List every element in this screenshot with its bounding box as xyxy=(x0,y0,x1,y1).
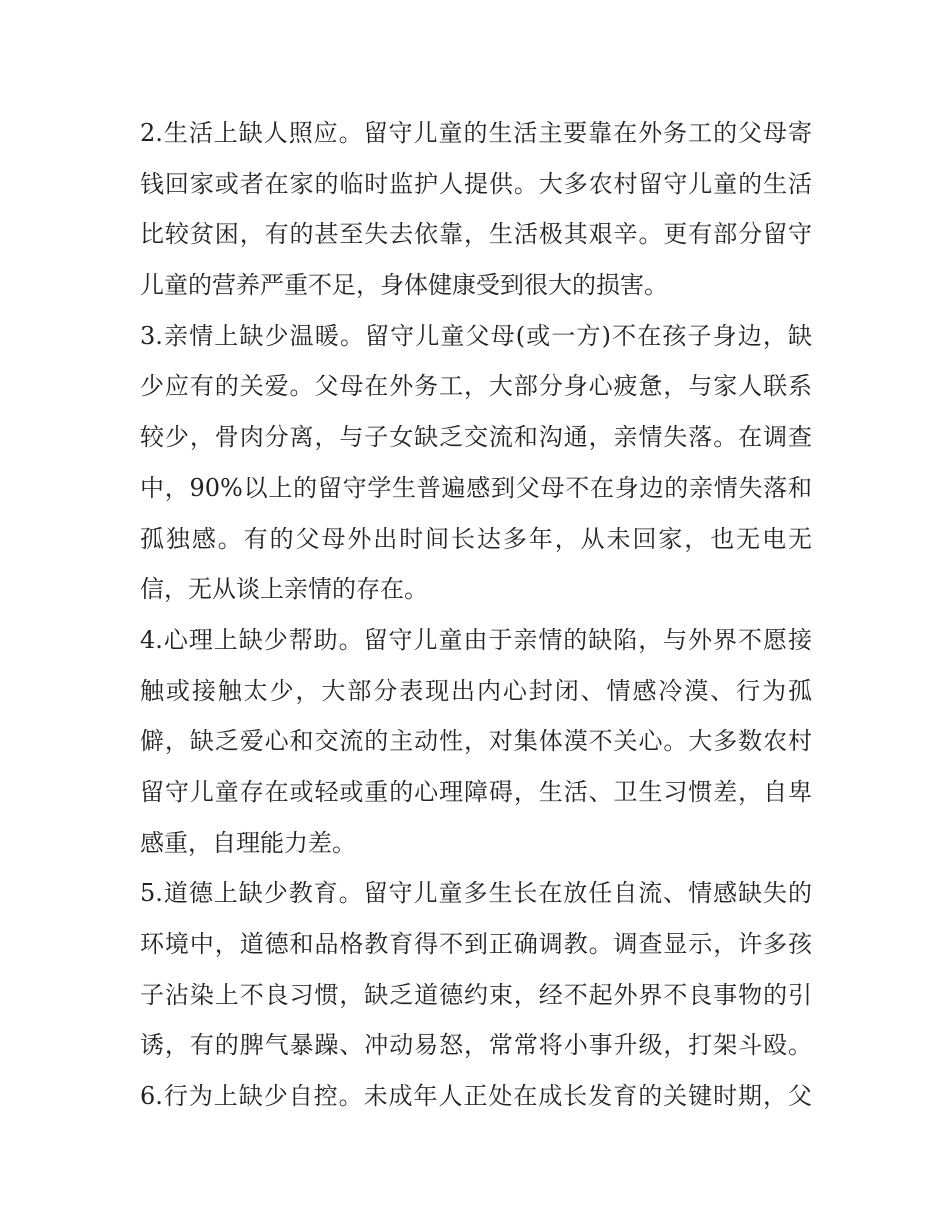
text-line-6: 少应有的关爱。父母在外务工，大部分身心疲惫，与家人联系 xyxy=(140,372,812,401)
text-line-10: 信，无从谈上亲情的存在。 xyxy=(140,575,428,604)
text-line-17: 环境中，道德和品格教育得不到正确调教。调查显示，许多孩 xyxy=(140,930,812,958)
text-line-14: 留守儿童存在或轻或重的心理障碍，生活、卫生习惯差，自卑 xyxy=(140,777,812,806)
text-line-12: 触或接触太少，大部分表现出内心封闭、情感冷漠、行为孤 xyxy=(140,676,812,705)
text-line-13: 僻，缺乏爱心和交流的主动性，对集体漠不关心。大多数农村 xyxy=(140,727,812,756)
text-line-7: 较少，骨肉分离，与子女缺乏交流和沟通，亲情失落。在调查 xyxy=(140,423,812,452)
text-line-11: 4.心理上缺少帮助。留守儿童由于亲情的缺陷，与外界不愿接 xyxy=(140,625,812,654)
body-text xyxy=(140,108,812,1122)
text-line-20: 6.行为上缺少自控。未成年人正处在成长发育的关键时期，父 xyxy=(140,1082,812,1111)
text-line-8: 中，90%以上的留守学生普遍感到父母不在身边的亲情失落和 xyxy=(140,473,812,502)
text-line-4: 儿童的营养严重不足，身体健康受到很大的损害。 xyxy=(140,271,668,300)
text-line-5: 3.亲情上缺少温暖。留守儿童父母(或一方)不在孩子身边，缺 xyxy=(140,321,812,350)
text-line-1: 2.生活上缺人照应。留守儿童的生活主要靠在外务工的父母寄 xyxy=(140,119,812,147)
text-line-15: 感重，自理能力差。 xyxy=(140,828,356,857)
text-line-9: 孤独感。有的父母外出时间长达多年，从未回家，也无电无 xyxy=(140,524,812,553)
text-line-3: 比较贫困，有的甚至失去依靠，生活极其艰辛。更有部分留守 xyxy=(140,220,812,249)
text-line-2: 钱回家或者在家的临时监护人提供。大多农村留守儿童的生活 xyxy=(140,169,812,198)
text-line-18: 子沾染上不良习惯，缺乏道德约束，经不起外界不良事物的引 xyxy=(140,980,812,1009)
text-line-16: 5.道德上缺少教育。留守儿童多生长在放任自流、情感缺失的 xyxy=(140,879,812,908)
text-line-19: 诱，有的脾气暴躁、冲动易怒，常常将小事升级，打架斗殴。 xyxy=(140,1031,812,1060)
